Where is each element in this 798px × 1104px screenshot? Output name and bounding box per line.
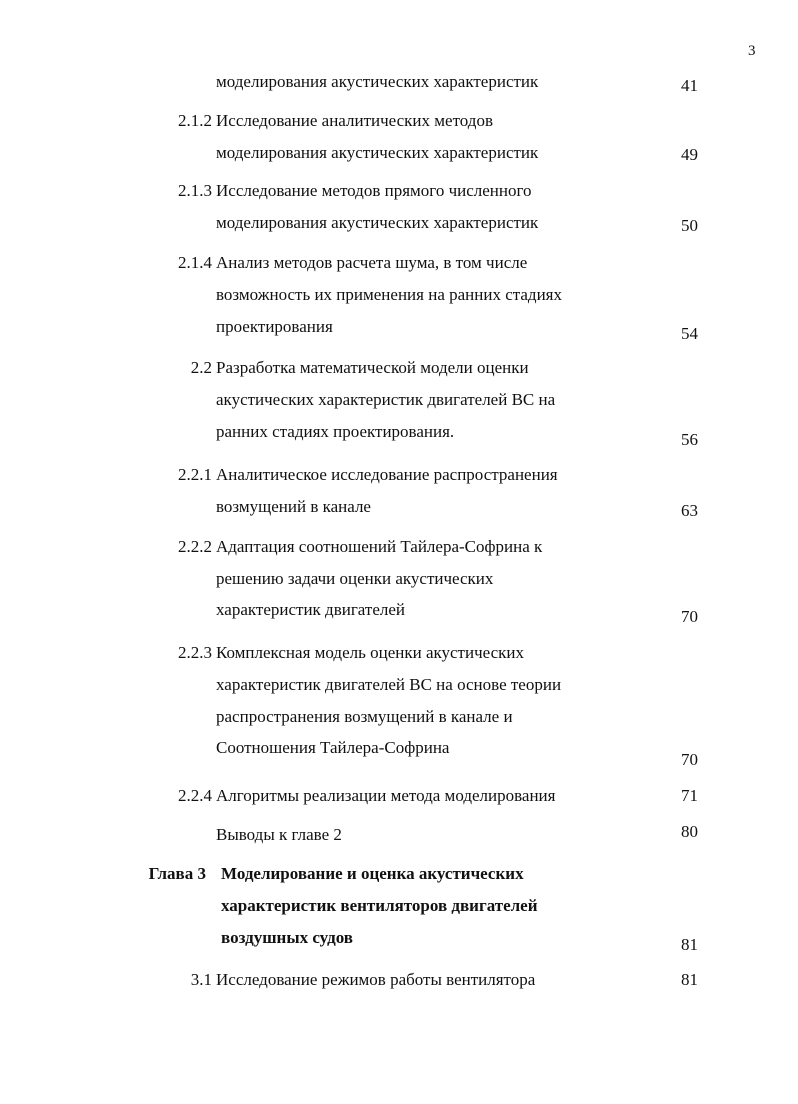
toc-entry-title-line: Соотношения Тайлера-Софрина [216,738,450,757]
toc-entry-page: 56 [681,430,698,449]
toc-entry-number: 2.1.2 [178,111,212,130]
toc-entry-title-line: ранних стадиях проектирования. [216,422,455,441]
toc-entry-title-line: решению задачи оценки акустических [216,569,494,588]
toc-entry-page: 70 [681,607,698,626]
toc-entry-title-line: характеристик двигателей [216,600,406,619]
toc-entry-title-line: возможность их применения на ранних стадиях [216,285,562,304]
toc-entry-page: 41 [681,76,698,95]
toc-entry-number: 2.1.3 [178,181,212,200]
toc-entry-page: 63 [681,501,698,520]
toc-entry-title-line: акустических характеристик двигателей ВС на [216,390,556,409]
toc-entry-title-line: Моделирование и оценка акустических [221,864,524,883]
toc-entry-number: 2.2.4 [178,786,212,805]
toc-entry-title-line: Анализ методов расчета шума, в том числе [216,253,528,272]
page-number: 3 [748,43,756,59]
toc-entry-page: 81 [681,970,698,989]
toc-entry-page: 70 [681,750,698,769]
toc-entry-number: 3.1 [190,970,212,989]
toc-entry-number: 2.2.2 [178,537,212,556]
toc-entry-title-line: проектирования [216,317,333,336]
toc-entry-page: 49 [681,145,698,164]
toc-entry-title-line: возмущений в канале [216,497,371,516]
toc-entry-title-line: моделирования акустических характеристик [216,72,539,91]
toc-entry-number: 2.1.4 [178,253,212,272]
toc-entry-title-line: Разработка математической модели оценки [216,358,529,377]
toc-entry-page: 80 [681,822,698,841]
toc-entry-title-line: Исследование аналитических методов [216,111,493,130]
toc-entry-page: 54 [681,324,698,343]
toc-entry-page: 50 [681,216,698,235]
toc-entry-number: 2.2.1 [178,465,212,484]
toc-entry-page: 71 [681,786,698,805]
toc-entry-number: 2.2 [190,358,212,377]
toc-entry-title-line: Алгоритмы реализации метода моделирования [216,786,556,805]
toc-entry-title-line: Аналитическое исследование распространения [216,465,558,484]
toc-entry-title-line: Комплексная модель оценки акустических [216,643,525,662]
toc-entry-title-line: моделирования акустических характеристик [216,213,539,232]
toc-entry-number: Глава 3 [148,864,206,883]
toc-entry-title-line: моделирования акустических характеристик [216,143,539,162]
toc-entry-title-line: распространения возмущений в канале и [216,707,513,726]
toc-entry-title-line: воздушных судов [221,928,353,947]
toc-entry-number: 2.2.3 [178,643,212,662]
toc-entry-title-line: Исследование режимов работы вентилятора [216,970,536,989]
toc-entry-title-line: Адаптация соотношений Тайлера-Софрина к [216,537,543,556]
toc-entry-title-line: характеристик двигателей ВС на основе теории [216,675,562,694]
toc-entry-title-line: Исследование методов прямого численного [216,181,532,200]
toc-entry-title-line: Выводы к главе 2 [216,825,342,844]
toc-entry-title-line: характеристик вентиляторов двигателей [221,896,538,915]
toc-entry-page: 81 [681,935,698,954]
